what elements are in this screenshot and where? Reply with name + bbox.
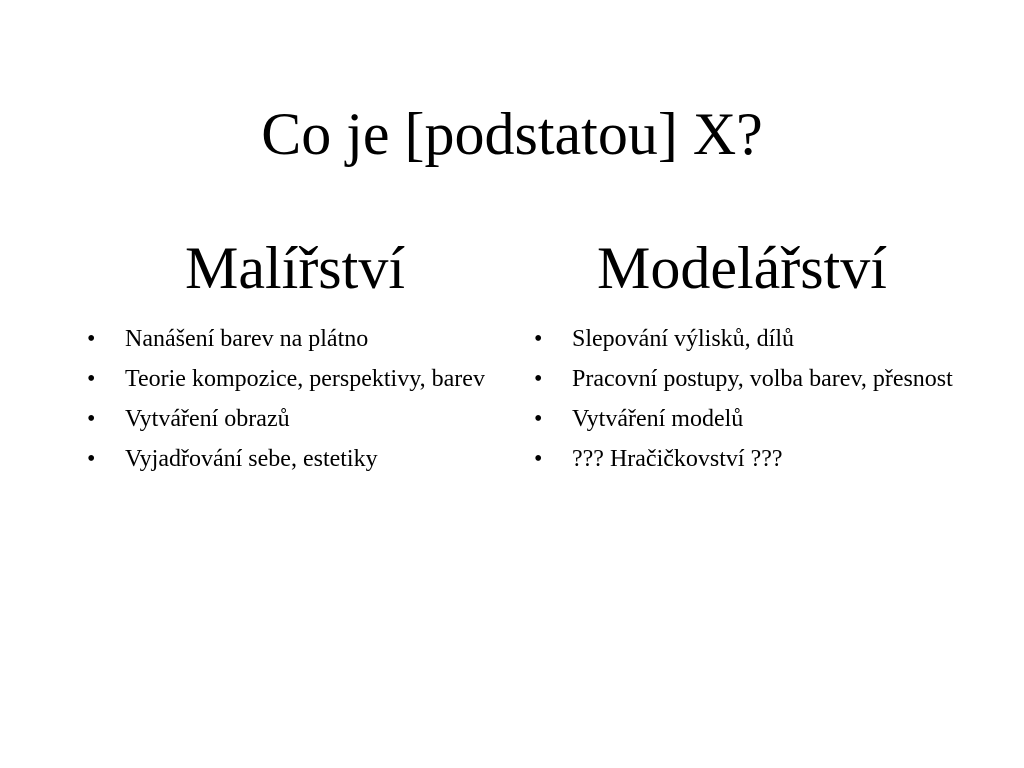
list-item-text: Vytváření obrazů bbox=[125, 406, 290, 432]
bullet-icon: • bbox=[87, 366, 96, 392]
slide-title: Co je [podstatou] X? bbox=[261, 101, 763, 167]
bullet-list-malirstvi bbox=[75, 322, 515, 476]
bullet-icon: • bbox=[87, 326, 96, 352]
list-item-text: Vytváření modelů bbox=[572, 406, 744, 432]
list-item bbox=[75, 442, 515, 476]
list-item-text: Pracovní postupy, volba barev, přesnost bbox=[572, 366, 953, 392]
list-item-text: Nanášení barev na plátno bbox=[125, 326, 369, 352]
list-item bbox=[75, 362, 515, 396]
bullet-icon: • bbox=[534, 446, 543, 472]
bullet-icon: • bbox=[87, 446, 96, 472]
bullet-icon: • bbox=[534, 326, 543, 352]
bullet-icon: • bbox=[534, 366, 543, 392]
list-item-text: Slepování výlisků, dílů bbox=[572, 326, 794, 352]
list-item bbox=[522, 362, 962, 396]
list-item bbox=[522, 442, 962, 476]
column-malirstvi bbox=[75, 232, 515, 482]
column-modelarstvi bbox=[522, 232, 962, 482]
column-heading-modelarstvi: Modelářství bbox=[597, 235, 887, 301]
list-item bbox=[75, 402, 515, 436]
bullet-list-modelarstvi bbox=[522, 322, 962, 476]
column-heading-malirstvi: Malířství bbox=[185, 235, 405, 301]
list-item bbox=[522, 322, 962, 356]
list-item bbox=[522, 402, 962, 436]
list-item-text: Teorie kompozice, perspektivy, barev bbox=[125, 366, 485, 392]
bullet-icon: • bbox=[534, 406, 543, 432]
list-item-text: ??? Hračičkovství ??? bbox=[572, 446, 783, 472]
list-item bbox=[75, 322, 515, 356]
bullet-icon: • bbox=[87, 406, 96, 432]
list-item-text: Vyjadřování sebe, estetiky bbox=[125, 446, 378, 472]
